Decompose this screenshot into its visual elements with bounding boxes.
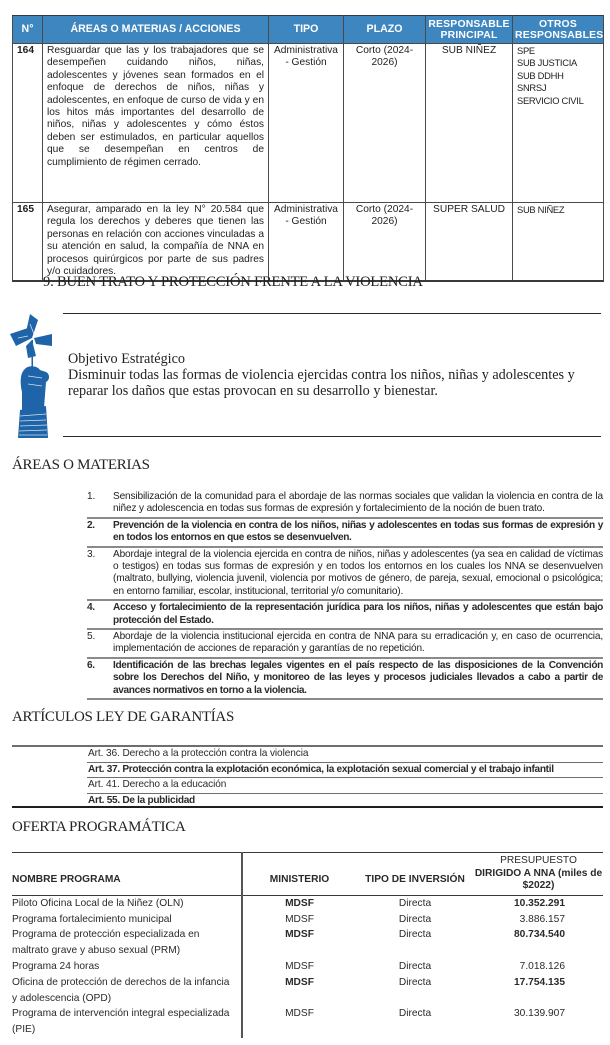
area-number: 1. — [87, 491, 96, 502]
program-ministry: MDSF — [285, 913, 314, 925]
program-budget: 80.734.540 — [514, 929, 565, 941]
header-budget-top: PRESUPUESTO — [500, 855, 577, 866]
table-row — [12, 912, 603, 928]
row-term: Corto (2024-2026) — [344, 44, 426, 203]
program-budget: 10.352.291 — [514, 897, 565, 909]
area-item — [87, 630, 603, 659]
areas-list — [87, 490, 603, 700]
table-row — [12, 927, 603, 959]
area-text: Prevención de la violencia en contra de los niños, niñas y adolescentes en todas sus formas de expresión y en todos los entornos en que estos se desenvuelven. — [113, 519, 603, 544]
area-text: Sensibilización de la comunidad para el abordaje de las normas sociales que validan la violencia en contra de la niñez y adolescencia en todas sus formas de expresión y fortalecimiento de la noción de buen trato. — [113, 491, 603, 515]
program-name: Programa de protección especializada en maltrato grave y abuso sexual (PRM) — [12, 927, 242, 959]
other-responsible: SUB JUSTICIA — [517, 57, 577, 69]
row-action: Resguardar que las y los trabajadores que se desempeñen cuidando niños, niñas, adolescentes y jóvenes sean formados en el enfoque de derechos de niños, niñas y adolescentes, en enfoque de curso de vida y en los hitos más importantes del desarrollo de niños, niñas y adolescentes y cómo éstos deben ser estimulados, en particular aquellos que se desempeñan en centros de cumplimiento de régimen cerrado. — [43, 44, 269, 203]
programs-title: OFERTA PROGRAMÁTICA — [12, 819, 186, 835]
area-number: 2. — [87, 519, 95, 531]
other-responsible: SUB NIÑEZ — [517, 204, 565, 215]
header-main-responsible: RESPONSABLE PRINCIPAL — [426, 16, 513, 44]
table-row — [12, 975, 603, 1007]
objective-text: Disminuir todas las formas de violencia ejercidas contra los niños, niñas y adolescentes y reparar los daños que estas provocan en su desarrollo y bienestar. — [68, 367, 575, 400]
area-text: Abordaje integral de la violencia ejercida en contra de niños, niñas y adolescentes (ya sea en calidad de víctimas o testigos) en todas sus formas de expresión y en todos los entornos en los cuales los NNA se desenvuelven (maltrato, bullying, violencia juvenil, violencia por motivos de género, de pareja, sexual, emocional o psicológica; en entorno familiar, escolar, institucional, territorial y/o comunitario). — [113, 548, 603, 597]
program-name: Programa 24 horas — [12, 959, 242, 975]
program-investment: Directa — [398, 897, 432, 909]
row-number: 165 — [13, 203, 43, 281]
program-ministry: MDSF — [285, 929, 314, 941]
program-investment: Directa — [398, 960, 432, 972]
program-name: Programa fortalecimiento municipal — [12, 912, 242, 928]
objective-label: Objetivo Estratégico — [68, 351, 186, 367]
areas-title: ÁREAS O MATERIAS — [12, 457, 150, 473]
divider — [63, 313, 601, 314]
row-main-responsible: SUPER SALUD — [426, 203, 513, 281]
area-item — [87, 601, 603, 630]
other-responsible: SERVICIO CIVIL — [517, 94, 584, 106]
area-number: 5. — [87, 631, 96, 643]
actions-table — [12, 15, 604, 282]
header-term: PLAZO — [344, 16, 426, 44]
program-ministry: MDSF — [285, 897, 314, 909]
table-row — [13, 44, 604, 203]
program-budget: 17.754.135 — [514, 976, 565, 988]
table-row — [13, 203, 604, 281]
header-area: ÁREAS O MATERIAS / ACCIONES — [43, 16, 269, 44]
article-item: Art. 41. Derecho a la educación — [87, 778, 603, 794]
program-budget: 3.886.157 — [519, 913, 565, 925]
program-budget: 30.139.907 — [514, 1008, 565, 1020]
header-ministry: MINISTERIO — [242, 853, 356, 896]
area-text: Abordaje de la violencia institucional ejercida en contra de NNA para su erradicación y, en caso de ocurrencia, implementación de acciones de reparación y garantías de no repetición. — [113, 631, 603, 655]
article-item: Art. 37. Protección contra la explotación económica, la explotación sexual comercial y el trabajo infantil — [87, 763, 603, 779]
table-row — [12, 959, 603, 975]
area-item — [87, 519, 603, 548]
header-budget-bottom: DIRIGIDO A NNA (miles de $2022) — [474, 867, 603, 892]
program-name: Programa de intervención integral especializada (PIE) — [12, 1006, 242, 1038]
row-other-responsibles — [513, 44, 604, 203]
program-investment: Directa — [398, 913, 432, 925]
row-other-responsibles — [513, 203, 604, 281]
program-ministry: MDSF — [285, 976, 314, 988]
area-text: Acceso y fortalecimiento de la representación jurídica para los niños, niñas y adolescentes que están bajo protección del Estado. — [113, 602, 603, 626]
row-action: Asegurar, amparado en la ley N° 20.584 que regula los derechos y deberes que tienen las personas en relación con acciones vinculadas a su atención en salud, la compañía de NNA en procesos quirúrgicos por parte de sus padres y/o cuidadores. — [43, 203, 269, 281]
program-investment: Directa — [398, 1008, 432, 1020]
program-name: Oficina de protección de derechos de la infancia y adolescencia (OPD) — [12, 975, 242, 1007]
header-type: TIPO — [269, 16, 344, 44]
area-item — [87, 659, 603, 700]
area-number: 6. — [87, 659, 95, 671]
header-num: N° — [13, 16, 43, 44]
row-number: 164 — [13, 44, 43, 203]
pinwheel-hand-icon — [8, 312, 68, 440]
table-row — [12, 895, 603, 911]
strategic-objective — [68, 351, 603, 400]
program-ministry: MDSF — [285, 960, 314, 972]
actions-table-header — [13, 16, 604, 44]
header-program-name: NOMBRE PROGRAMA — [12, 853, 242, 896]
program-ministry: MDSF — [285, 1008, 314, 1020]
area-number: 4. — [87, 602, 95, 614]
area-number: 3. — [87, 548, 96, 560]
other-responsible: SUB DDHH — [517, 69, 564, 81]
other-responsible: SNRSJ — [517, 82, 547, 94]
program-investment: Directa — [398, 976, 432, 988]
area-item — [87, 548, 603, 602]
row-type: Administrativa - Gestión — [269, 203, 344, 281]
divider — [12, 806, 603, 808]
divider — [63, 436, 601, 437]
programs-table — [12, 852, 603, 1038]
article-item: Art. 36. Derecho a la protección contra la violencia — [87, 747, 603, 763]
header-other-responsibles: OTROS RESPONSABLES — [513, 16, 604, 44]
row-type: Administrativa - Gestión — [269, 44, 344, 203]
row-term: Corto (2024-2026) — [344, 203, 426, 281]
article-item: Art. 55. De la publicidad — [88, 794, 195, 806]
articles-title: ARTÍCULOS LEY DE GARANTÍAS — [12, 709, 234, 725]
row-main-responsible: SUB NIÑEZ — [426, 44, 513, 203]
area-text: Identificación de las brechas legales vigentes en el país respecto de las disposiciones de la Convención sobre los Derechos del Niño, y monitoreo de las leyes y procesos judiciales llevados a cabo a partir de avances normativos en torno a la violencia. — [113, 659, 603, 696]
program-investment: Directa — [398, 929, 432, 941]
other-responsible: SPE — [517, 45, 535, 56]
section-title: 9. BUEN TRATO Y PROTECCIÓN FRENTE A LA VIOLENCIA — [43, 274, 423, 290]
header-investment-type: TIPO DE INVERSIÓN — [356, 853, 474, 896]
program-budget: 7.018.126 — [519, 960, 565, 972]
articles-list — [87, 747, 603, 809]
programs-table-header — [12, 853, 603, 896]
table-row — [12, 1006, 603, 1038]
area-item — [87, 490, 603, 519]
header-budget — [474, 853, 603, 896]
program-name: Piloto Oficina Local de la Niñez (OLN) — [12, 895, 242, 911]
